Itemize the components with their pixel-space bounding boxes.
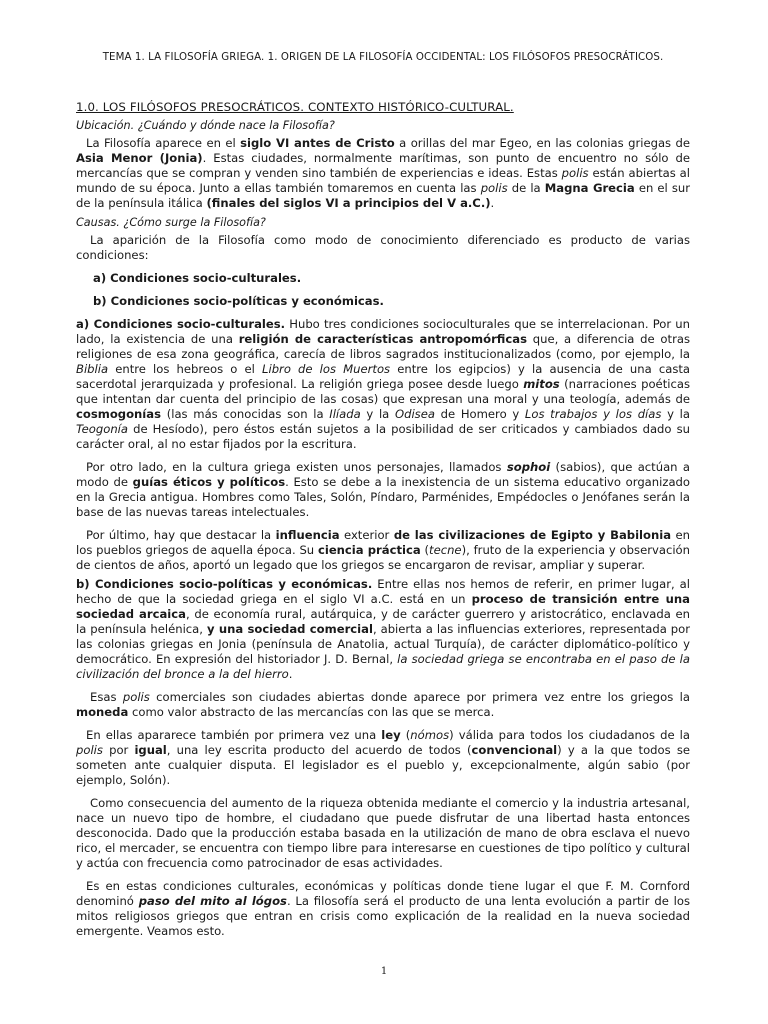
list-item-socio-political: b) Condiciones socio-políticas y económicas. bbox=[93, 294, 384, 308]
subheading-location: Ubicación. ¿Cuándo y dónde nace la Filosofía? bbox=[76, 119, 335, 132]
list-item-socio-cultural: a) Condiciones socio-culturales. bbox=[93, 271, 302, 285]
page-number: 1 bbox=[380, 966, 388, 977]
paragraph-socio-political: b) Condiciones socio-políticas y económicas. Entre ellas nos hemos de referir, en primer lugar, al hecho de que la sociedad griega en el siglo VI a.C. está en un proceso de transición entre una sociedad arcaica, de economía rural, autárquica, y de carácter guerrero y aristocrático, enclavada en la península helénica, y una sociedad comercial, abierta a las influencias exteriores, representada por las colonias griegas en Jonia (península de Anatolia, actual Turquía), de carácter diplomático-político y democrático. En expresión del historiador J. D. Bernal, la sociedad griega se encontraba en el paso de la civilización del bronce a la del hierro. bbox=[76, 577, 691, 681]
paragraph-mito-logos: Es en estas condiciones culturales, económicas y políticas donde tiene lugar el que F. M. Cornford denominó paso del mito al lógos. La filosofía será el producto de una lenta evolución a partir de los mitos religiosos griegos que entran en crisis como explicación de la realidad en la nueva sociedad emergente. Veamos esto. bbox=[76, 879, 691, 938]
paragraph-socio-cultural: a) Condiciones socio-culturales. Hubo tres condiciones socioculturales que se interrelacionan. Por un lado, la existencia de una religión de características antropomórficas que, a diferencia de otras religiones de esa zona geográfica, carecía de libros sagrados institucionalizados (como, por ejemplo, la Biblia entre los hebreos o el Libro de los Muertos entre los egipcios) y la ausencia de una casta sacerdotal jerarquizada y profesional. La religión griega posee desde luego mitos (narraciones poéticas que intentan dar cuenta del principio de las cosas) que expresan una moral y una teología, además de cosmogonías (las más conocidas son la Ilíada y la Odisea de Homero y Los trabajos y los días y la Teogonía de Hesíodo), pero éstos están sujetos a la posibilidad de ser criticados y cambiados dado su carácter oral, al no estar fijados por la escritura. bbox=[76, 317, 691, 451]
paragraph-location: La Filosofía aparece en el siglo VI antes de Cristo a orillas del mar Egeo, en las colonias griegas de Asia Menor (Jonia). Estas ciudades, normalmente marítimas, son punto de encuentro no sólo de mercancías que se compran y venden sino también de experiencias e ideas. Estas polis están abiertas al mundo de su época. Junto a ellas también tomaremos en cuenta las polis de la Magna Grecia en el sur de la península itálica (finales del siglos VI a principios del V a.C.). bbox=[76, 136, 691, 210]
paragraph-influence: Por último, hay que destacar la influencia exterior de las civilizaciones de Egipto y Babilonia en los pueblos griegos de aquella época. Su ciencia práctica (tecne), fruto de la experiencia y observación de cientos de años, aportó un legado que los griegos se encargaron de revisar, ampliar y superar. bbox=[76, 528, 691, 572]
subheading-causes: Causas. ¿Cómo surge la Filosofía? bbox=[76, 216, 266, 229]
paragraph-intro-causes: La aparición de la Filosofía como modo de conocimiento diferenciado es producto de varias condiciones: bbox=[76, 233, 690, 262]
paragraph-polis-moneda: Esas polis comerciales son ciudades abiertas donde aparece por primera vez entre los griegos la moneda como valor abstracto de las mercancías con las que se merca. bbox=[76, 690, 690, 719]
running-header: TEMA 1. LA FILOSOFÍA GRIEGA. 1. ORIGEN DE LA FILOSOFÍA OCCIDENTAL: LOS FILÓSOFOS PRESOCRÁTICOS. bbox=[102, 52, 664, 63]
section-title: 1.0. LOS FILÓSOFOS PRESOCRÁTICOS. CONTEXTO HISTÓRICO-CULTURAL. bbox=[76, 100, 514, 114]
paragraph-sophoi: Por otro lado, en la cultura griega existen unos personajes, llamados sophoi (sabios), que actúan a modo de guías éticos y políticos. Esto se debe a la inexistencia de un sistema educativo organizado en la Grecia antigua. Hombres como Tales, Solón, Píndaro, Parménides, Empédocles o Jenófanes serán la base de las nuevas tareas intelectuales. bbox=[76, 460, 691, 519]
paragraph-ley: En ellas apararece también por primera vez una ley (nómos) válida para todos los ciudadanos de la polis por igual, una ley escrita producto del acuerdo de todos (convencional) y a la que todos se someten ante cualquier disputa. El legislador es el pueblo y, excepcionalmente, algún sabio (por ejemplo, Solón). bbox=[76, 728, 690, 787]
paragraph-ciudadano: Como consecuencia del aumento de la riqueza obtenida mediante el comercio y la industria artesanal, nace un nuevo tipo de hombre, el ciudadano que puede disfrutar de una libertad hasta entonces desconocida. Dado que la producción estaba basada en la utilización de mano de obra esclava el nuevo rico, el mercader, se encuentra con tiempo libre para interesarse en cuestiones de tipo político y cultural y actúa con frecuencia como patrocinador de esas actividades. bbox=[76, 796, 690, 870]
